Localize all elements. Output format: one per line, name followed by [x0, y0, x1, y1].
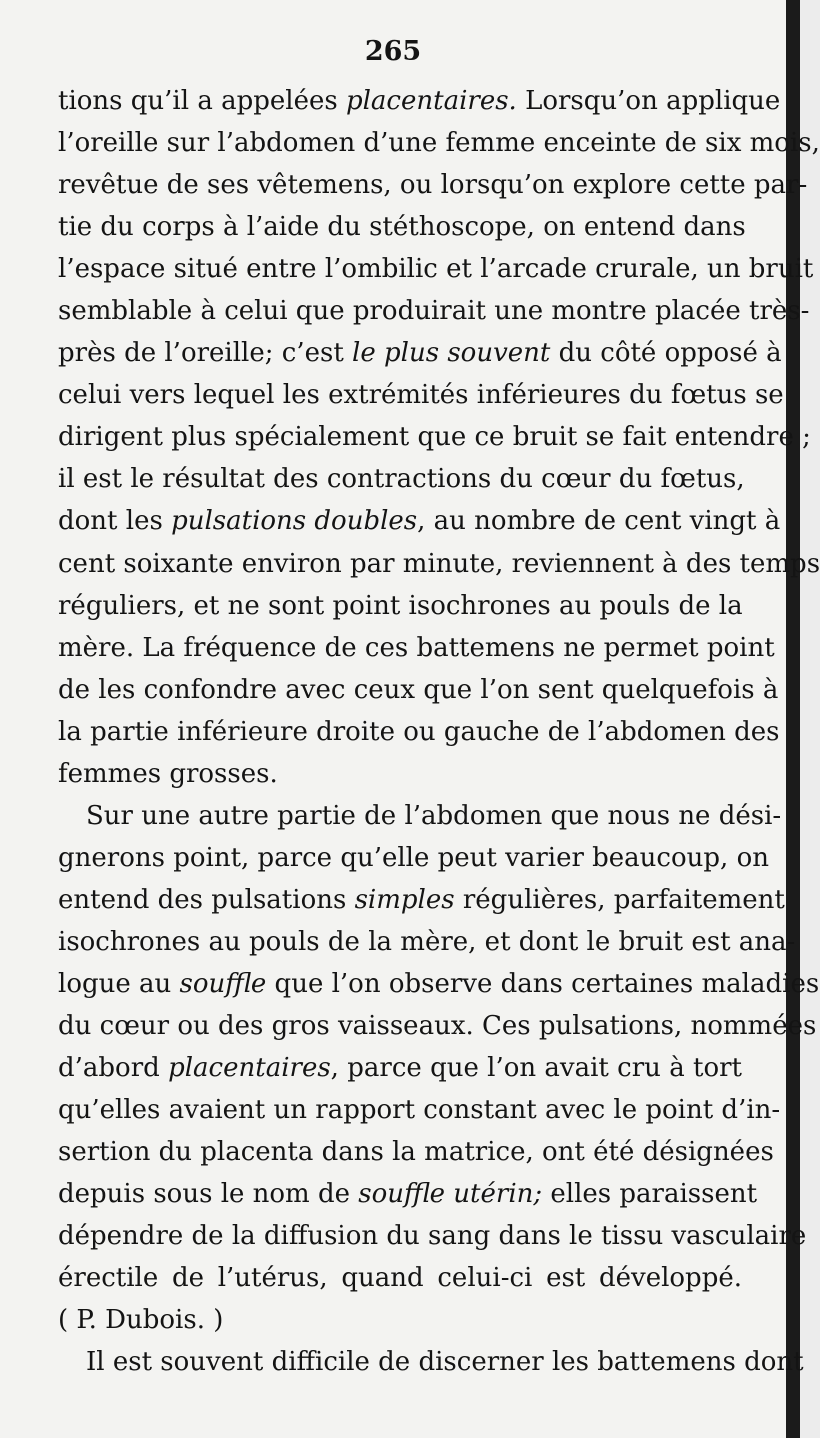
text-run: d’abord	[58, 1053, 169, 1084]
text-line	[58, 164, 808, 206]
italic-text: simples	[354, 884, 455, 915]
italic-text: souffle	[179, 968, 267, 999]
text-line	[58, 585, 742, 627]
text-run: mère. La fréquence de ces battemens ne permet point	[58, 632, 775, 663]
text-run: cent soixante environ par minute, reviennent à des temps	[58, 548, 820, 579]
text-line	[58, 332, 782, 374]
text-line	[58, 374, 784, 416]
text-run: l’oreille sur l’abdomen d’une femme enceinte de six mois,	[58, 128, 820, 159]
text-line	[58, 1257, 742, 1299]
text-run: Sur une autre partie de l’abdomen que nous ne dési-	[86, 800, 782, 831]
text-run: femmes grosses.	[58, 758, 278, 789]
text-run: celui vers lequel les extrémités inférieures du fœtus se	[58, 380, 784, 411]
text-line	[58, 206, 746, 248]
text-line	[58, 837, 769, 879]
text-line	[58, 1173, 758, 1215]
text-run: ( P. Dubois. )	[58, 1305, 224, 1336]
text-run: érectile de l’utérus, quand celui-ci est développé.	[58, 1263, 742, 1294]
text-run: isochrones au pouls de la mère, et dont le bruit est ana-	[58, 926, 796, 957]
paragraph	[58, 80, 820, 795]
text-run: elles paraissent	[542, 1179, 758, 1210]
text-line	[58, 795, 782, 837]
text-line	[58, 248, 814, 290]
text-line	[58, 753, 742, 795]
text-run: gnerons point, parce qu’elle peut varier beaucoup, on	[58, 842, 769, 873]
paragraph	[58, 795, 820, 1342]
page-number: 265	[364, 36, 422, 67]
text-run: qu’elles avaient un rapport constant avec le point d’in-	[58, 1095, 781, 1126]
text-line	[58, 921, 796, 963]
text-line	[58, 543, 820, 585]
text-line	[58, 290, 810, 332]
text-line	[58, 711, 780, 753]
text-line	[58, 122, 820, 164]
text-line	[58, 458, 745, 500]
italic-text: placentaires.	[345, 86, 517, 116]
text-run: entend des pulsations	[58, 884, 355, 915]
text-run: Il est souvent difficile de discerner les battemens dont	[86, 1347, 804, 1378]
text-line	[58, 963, 820, 1005]
paragraph	[58, 1341, 804, 1383]
text-run: la partie inférieure droite ou gauche de l’abdomen des	[58, 716, 780, 747]
text-run: du côté opposé à	[550, 338, 782, 369]
text-line	[58, 1089, 781, 1131]
text-line	[58, 1215, 807, 1257]
italic-text: pulsations doubles	[171, 506, 418, 537]
body-text	[58, 80, 820, 1383]
text-run: semblable à celui que produirait une montre placée très-	[58, 296, 810, 327]
italic-text: le plus souvent	[352, 338, 551, 369]
text-line	[58, 80, 781, 122]
text-run: sertion du placenta dans la matrice, ont été désignées	[58, 1137, 774, 1168]
text-run: tions qu’il a appelées	[58, 86, 346, 116]
text-line	[58, 879, 785, 921]
text-run: Lorsqu’on applique	[516, 86, 781, 116]
text-line	[58, 500, 781, 542]
text-run: régulières, parfaitement	[454, 884, 785, 915]
text-run: revêtue de ses vêtemens, ou lorsqu’on explore cette par-	[58, 170, 808, 201]
text-run: dépendre de la diffusion du sang dans le tissu vasculaire	[58, 1221, 807, 1252]
text-run: réguliers, et ne sont point isochrones au pouls de la	[58, 590, 743, 621]
text-run: il est le résultat des contractions du cœur du fœtus,	[58, 464, 745, 495]
text-run: du cœur ou des gros vaisseaux. Ces pulsations, nommées	[58, 1011, 817, 1042]
text-line	[58, 1341, 804, 1383]
text-run: , au nombre de cent vingt à	[417, 506, 781, 537]
text-run: dont les	[58, 506, 172, 537]
text-line	[58, 1299, 742, 1341]
text-line	[58, 1005, 817, 1047]
italic-text: placentaires	[168, 1053, 331, 1084]
text-run: depuis sous le nom de	[58, 1179, 359, 1210]
text-run: de les confondre avec ceux que l’on sent quelquefois à	[58, 674, 779, 705]
text-line	[58, 669, 779, 711]
text-run: l’espace situé entre l’ombilic et l’arcade crurale, un bruit	[58, 254, 814, 285]
text-run: dirigent plus spécialement que ce bruit se fait entendre ;	[58, 422, 811, 453]
text-run: que l’on observe dans certaines maladies	[266, 968, 820, 999]
text-line	[58, 416, 811, 458]
text-run: logue au	[58, 968, 180, 999]
text-run: , parce que l’on avait cru à tort	[330, 1053, 743, 1084]
text-line	[58, 627, 775, 669]
text-run: près de l’oreille; c’est	[58, 338, 353, 369]
text-line	[58, 1131, 774, 1173]
text-run: tie du corps à l’aide du stéthoscope, on entend dans	[58, 212, 746, 243]
text-line	[58, 1047, 742, 1089]
italic-text: souffle utérin;	[358, 1179, 543, 1210]
